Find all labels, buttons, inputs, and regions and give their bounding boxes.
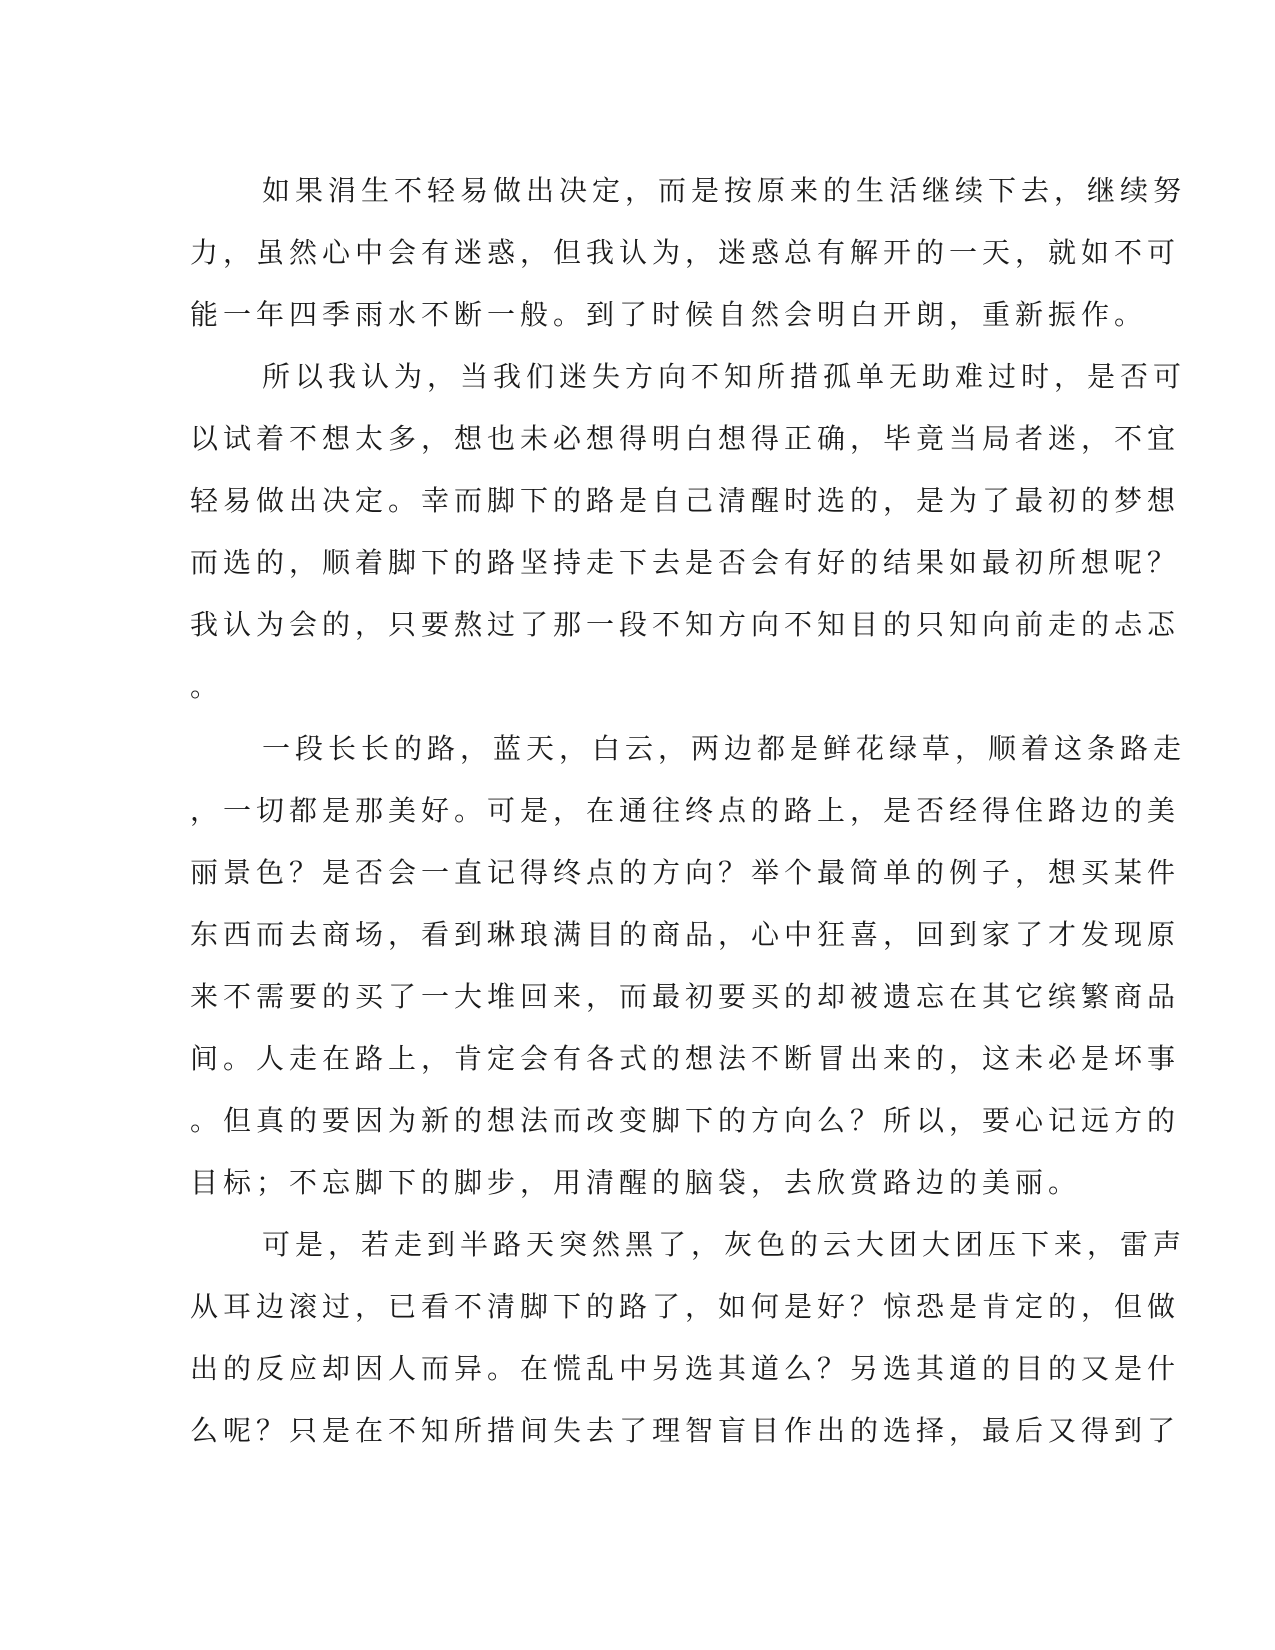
- text-line: 而选的，顺着脚下的路坚持走下去是否会有好的结果如最初所想呢？: [190, 546, 1181, 579]
- text-line: 从耳边滚过，已看不清脚下的路了，如何是好？惊恐是肯定的，但做: [190, 1290, 1181, 1323]
- text-line: 以试着不想太多，想也未必想得明白想得正确，毕竟当局者迷，不宜: [190, 422, 1181, 455]
- text-line: ，一切都是那美好。可是，在通往终点的路上，是否经得住路边的美: [190, 794, 1181, 827]
- text-line: 。但真的要因为新的想法而改变脚下的方向么？所以，要心记远方的: [190, 1104, 1181, 1137]
- text-line: 一段长长的路，蓝天，白云，两边都是鲜花绿草，顺着这条路走: [262, 732, 1187, 765]
- text-line: 东西而去商场，看到琳琅满目的商品，心中狂喜，回到家了才发现原: [190, 918, 1181, 951]
- text-line: 所以我认为，当我们迷失方向不知所措孤单无助难过时，是否可: [262, 360, 1187, 393]
- text-line: 可是，若走到半路天突然黑了，灰色的云大团大团压下来，雷声: [262, 1228, 1187, 1261]
- text-line: 目标；不忘脚下的脚步，用清醒的脑袋，去欣赏路边的美丽。: [190, 1166, 1082, 1199]
- text-line: 能一年四季雨水不断一般。到了时候自然会明白开朗，重新振作。: [190, 298, 1148, 331]
- text-line: 来不需要的买了一大堆回来，而最初要买的却被遗忘在其它缤繁商品: [190, 980, 1181, 1013]
- text-line: 轻易做出决定。幸而脚下的路是自己清醒时选的，是为了最初的梦想: [190, 484, 1181, 517]
- text-line: 出的反应却因人而异。在慌乱中另选其道么？另选其道的目的又是什: [190, 1352, 1181, 1385]
- text-line: 。: [190, 670, 224, 703]
- text-line: 么呢？只是在不知所措间失去了理智盲目作出的选择，最后又得到了: [190, 1414, 1181, 1447]
- text-line: 如果涓生不轻易做出决定，而是按原来的生活继续下去，继续努: [262, 174, 1187, 207]
- text-line: 我认为会的，只要熬过了那一段不知方向不知目的只知向前走的忐忑: [190, 608, 1181, 641]
- body-text: [190, 160, 1187, 1462]
- text-line: 力，虽然心中会有迷惑，但我认为，迷惑总有解开的一天，就如不可: [190, 236, 1181, 269]
- text-line: 丽景色？是否会一直记得终点的方向？举个最简单的例子，想买某件: [190, 856, 1181, 889]
- text-line: 间。人走在路上，肯定会有各式的想法不断冒出来的，这未必是坏事: [190, 1042, 1181, 1075]
